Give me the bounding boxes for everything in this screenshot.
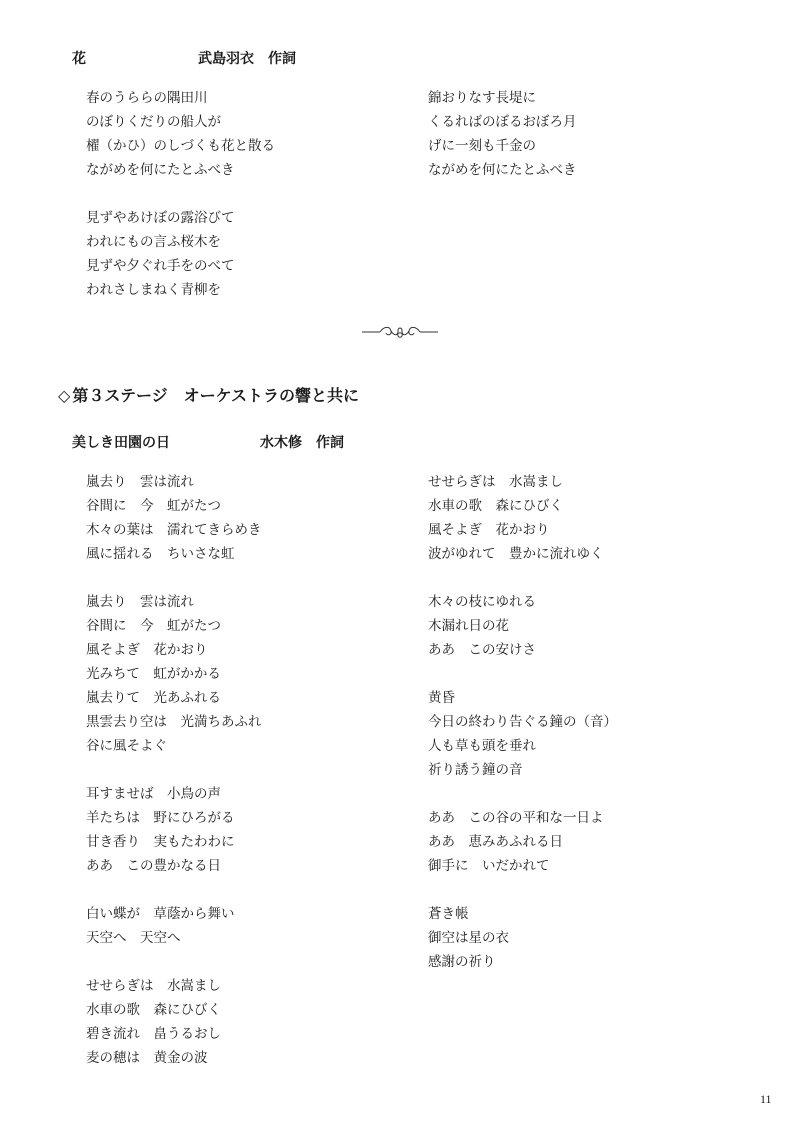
song1-lyrics-left-column: [86, 86, 275, 302]
lyric-line: 黄昏: [428, 690, 455, 706]
lyric-line: ながめを何にたとふべき: [428, 162, 577, 178]
lyric-line: 碧き流れ 畠うるおし: [86, 1026, 221, 1042]
lyric-line: ながめを何にたとふべき: [86, 162, 235, 178]
lyric-line: 水車の歌 森にひびく: [86, 1002, 221, 1018]
lyric-stanza: [86, 974, 262, 1070]
song2-lyrics-left-column: [86, 470, 262, 1070]
lyric-line: 波がゆれて 豊かに流れゆく: [428, 546, 604, 562]
lyric-line: 黒雲去り空は 光満ちあふれ: [86, 714, 262, 730]
lyric-line: せせらぎは 水嵩まし: [428, 474, 563, 490]
lyric-line: くるればのぼるおぼろ月: [428, 114, 577, 130]
song1-heading: [72, 48, 296, 68]
lyric-stanza: [86, 470, 262, 566]
lyric-line: 風そよぎ 花かおり: [86, 642, 208, 658]
page-number: 11: [760, 1092, 772, 1106]
lyric-line: せせらぎは 水嵩まし: [86, 978, 221, 994]
lyric-line: 白い蝶が 草蔭から舞い: [86, 906, 235, 922]
lyric-line: 錦おりなす長堤に: [428, 90, 536, 106]
song1-title: 花: [72, 51, 86, 67]
lyric-stanza: [86, 782, 262, 878]
lyric-line: 嵐去り 雲は流れ: [86, 594, 194, 610]
lyric-line: 嵐去りて 光あふれる: [86, 690, 221, 706]
song2-author: 水木修 作詞: [260, 435, 344, 451]
lyric-line: ああ この安けさ: [428, 642, 536, 658]
lyric-line: 木々の枝にゆれる: [428, 594, 536, 610]
lyric-stanza: [428, 590, 617, 662]
lyric-line: げに一刻も千金の: [428, 138, 536, 154]
song2-heading: [72, 432, 344, 452]
song2-lyrics-right-column: [428, 470, 617, 974]
lyric-line: 感謝の祈り: [428, 954, 496, 970]
flourish-ornament-icon: [360, 322, 440, 342]
lyric-line: 麦の穂は 黄金の波: [86, 1050, 208, 1066]
lyric-line: 御空は星の衣: [428, 930, 509, 946]
lyric-line: 光みちて 虹がかかる: [86, 666, 221, 682]
lyric-line: 嵐去り 雲は流れ: [86, 474, 194, 490]
song1-lyrics-right-column: [428, 86, 577, 182]
lyric-stanza: [86, 86, 275, 182]
song1-author: 武島羽衣 作詞: [198, 51, 296, 67]
lyric-line: 祈り誘う鐘の音: [428, 762, 523, 778]
lyric-line: われさしまねく青柳を: [86, 282, 221, 298]
lyric-line: 木々の葉は 濡れてきらめき: [86, 522, 262, 538]
lyric-line: 天空へ 天空へ: [86, 930, 181, 946]
lyric-line: 谷間に 今 虹がたつ: [86, 618, 221, 634]
lyric-line: 櫂（かひ）のしづくも花と散る: [86, 138, 275, 154]
lyric-stanza: [428, 902, 617, 974]
lyric-line: 木漏れ日の花: [428, 618, 509, 634]
song2-title: 美しき田園の日: [72, 435, 170, 451]
lyric-line: 甘き香り 実もたわわに: [86, 834, 235, 850]
lyric-line: 羊たちは 野にひろがる: [86, 810, 235, 826]
lyric-line: 風そよぎ 花かおり: [428, 522, 550, 538]
lyric-stanza: [428, 470, 617, 566]
diamond-icon: ◇: [58, 386, 71, 405]
lyric-line: 耳すませば 小鳥の声: [86, 786, 221, 802]
lyric-line: 蒼き帳: [428, 906, 469, 922]
lyric-stanza: [86, 902, 262, 950]
lyric-line: 谷に風そよぐ: [86, 738, 167, 754]
lyric-line: 谷間に 今 虹がたつ: [86, 498, 221, 514]
lyric-line: 水車の歌 森にひびく: [428, 498, 563, 514]
stage-title: 第３ステージ オーケストラの響と共に: [72, 386, 360, 405]
lyric-stanza: [86, 206, 275, 302]
lyric-line: 風に揺れる ちいさな虹: [86, 546, 235, 562]
lyric-line: われにもの言ふ桜木を: [86, 234, 221, 250]
lyric-stanza: [428, 686, 617, 782]
lyric-stanza: [86, 590, 262, 758]
lyric-line: のぼりくだりの船人が: [86, 114, 221, 130]
lyric-stanza: [428, 806, 617, 878]
lyric-stanza: [428, 86, 577, 182]
stage-heading: [58, 383, 359, 406]
lyric-line: 今日の終わり告ぐる鐘の（音）: [428, 714, 617, 730]
lyric-line: ああ 恵みあふれる日: [428, 834, 563, 850]
lyric-line: ああ この谷の平和な一日よ: [428, 810, 604, 826]
lyric-line: 御手に いだかれて: [428, 858, 550, 874]
lyric-line: ああ この豊かなる日: [86, 858, 221, 874]
lyric-line: 見ずや夕ぐれ手をのべて: [86, 258, 235, 274]
lyric-line: 見ずやあけぼの露浴びて: [86, 210, 235, 226]
lyric-line: 春のうららの隅田川: [86, 90, 208, 106]
lyric-line: 人も草も頭を垂れ: [428, 738, 536, 754]
